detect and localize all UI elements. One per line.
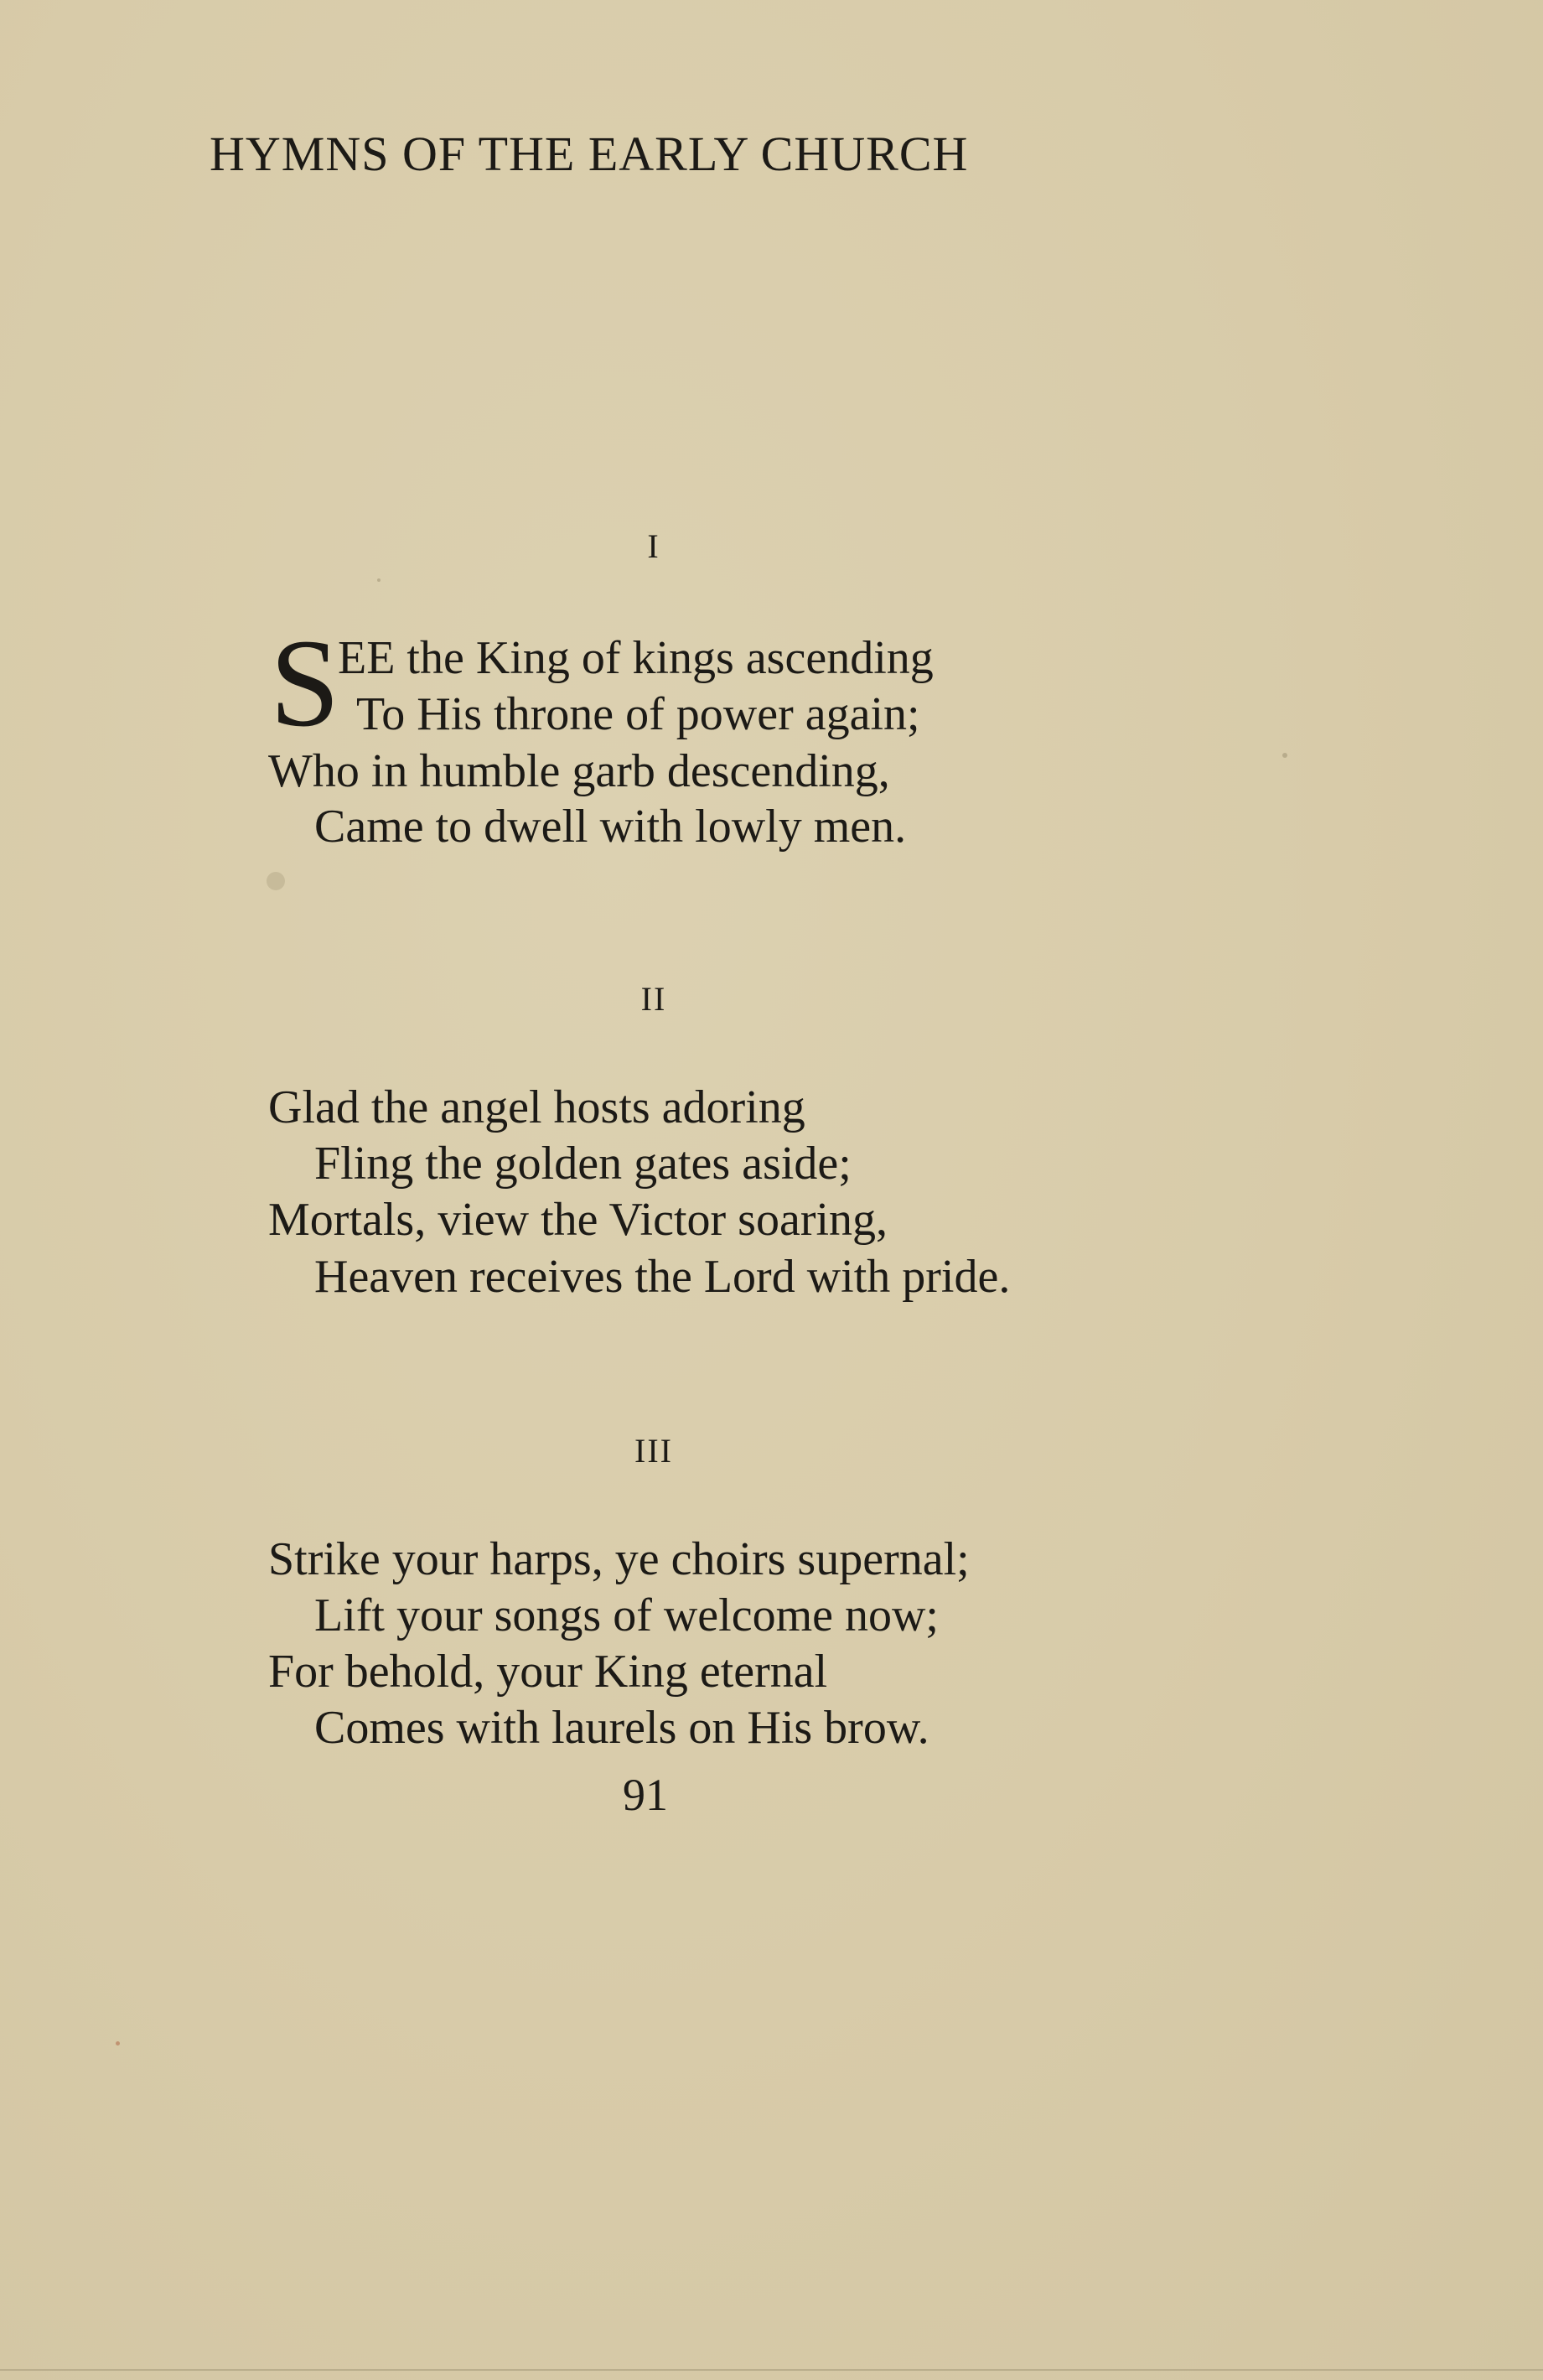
drop-cap-letter: S	[270, 614, 340, 753]
page-bottom-edge	[0, 2369, 1543, 2371]
stanza-2-line-1: Glad the angel hosts adoring	[268, 1081, 805, 1133]
stanza-2-line-3: Mortals, view the Victor soaring,	[268, 1194, 888, 1246]
paper-speck	[377, 578, 381, 582]
paper-speck	[1282, 753, 1287, 758]
paper-speck	[116, 2041, 120, 2046]
stanza-2-line-2: Fling the golden gates aside;	[314, 1138, 852, 1190]
stanza-3-line-3: For behold, your King eternal	[268, 1646, 828, 1698]
stanza-number-2: II	[640, 980, 667, 1018]
paper-speck	[267, 872, 285, 890]
stanza-1-line-4: Came to dwell with lowly men.	[314, 801, 907, 853]
running-title: HYMNS OF THE EARLY CHURCH	[210, 127, 969, 181]
stanza-number-1: I	[647, 527, 660, 565]
page-number: 91	[623, 1770, 668, 1820]
stanza-2-line-4: Heaven receives the Lord with pride.	[314, 1251, 1011, 1303]
stanza-number-3: III	[634, 1432, 673, 1470]
stanza-1-line-2: To His throne of power again;	[356, 688, 920, 740]
stanza-1-line-3: Who in humble garb descending,	[268, 745, 890, 797]
stanza-3-line-4: Comes with laurels on His brow.	[314, 1702, 929, 1754]
stanza-1-line-1: EE the King of kings ascending	[338, 632, 934, 684]
stanza-3-line-2: Lift your songs of welcome now;	[314, 1589, 939, 1641]
stanza-3-line-1: Strike your harps, ye choirs supernal;	[268, 1533, 970, 1585]
